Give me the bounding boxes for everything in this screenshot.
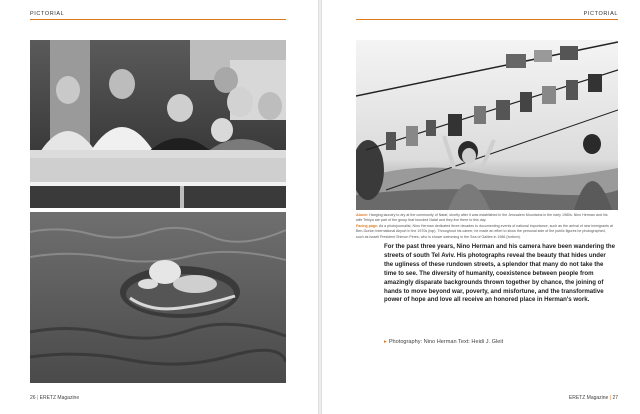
header-rule-right bbox=[356, 19, 618, 20]
caption-facing-text: As a photojournalist, Nino Herman dedicated three decades to documenting events of national importance, such as the arrival of new immigrants at Ben-Gurion International Airport in the 1970s (top). Throughout his career, he made an effort to show the personal side of the public figures he photographed, such as Israeli President Shimon Peres, who is shown swimming in the Sea of Galilee in 1986 (bottom). bbox=[356, 223, 613, 239]
page-number-left: 26 bbox=[30, 395, 36, 401]
magazine-name-left: ERETZ Magazine bbox=[39, 395, 80, 401]
laundry-illustration bbox=[356, 40, 618, 210]
swimmer-illustration bbox=[30, 212, 286, 383]
section-label-right: PICTORIAL bbox=[583, 11, 618, 17]
laundry-line-photo bbox=[356, 40, 618, 210]
section-label-left: PICTORIAL bbox=[30, 11, 65, 17]
page-number-right: 27 bbox=[612, 395, 618, 401]
left-page bbox=[0, 0, 318, 414]
swimmer-in-sea-photo bbox=[30, 212, 286, 383]
crowd-at-window-photo bbox=[30, 40, 286, 208]
crowd-illustration bbox=[30, 40, 286, 208]
credit-arrow-icon: ▸ bbox=[384, 339, 387, 345]
credit-text: Photography: Nino Herman Text: Heidi J. Gleit bbox=[388, 339, 504, 345]
photo-caption bbox=[356, 213, 614, 240]
caption-above-label: Above: bbox=[356, 213, 369, 217]
caption-above-text: Hanging laundry to dry at the community of Nataf, shortly after it was established in the Jerusalem Mountains in the early 1980s. Nino Herman and his wife Tehiya are part of the group that founded Nataf and they live there to this day. bbox=[356, 213, 608, 223]
header-rule-left bbox=[30, 19, 286, 20]
lead-paragraph: For the past three years, Nino Herman and his camera have been wandering the streets of south Tel Aviv. His photographs reveal the beauty that hides under the ugliness of these rundown streets, a splendor that many do not take the time to see. The diversity of humanity, coexistence between people from amazingly disparate backgrounds thrown together by chance, the joining of hands to move beyond war, poverty, and misfortune, and the transformative power of hope and love all receive an honored place in Herman's work. bbox=[384, 243, 615, 304]
footer-right: ERETZ Magazine | 27 bbox=[568, 395, 618, 401]
footer-left: 26 | ERETZ Magazine bbox=[30, 395, 80, 401]
photo-credit bbox=[384, 339, 616, 345]
magazine-name-right: ERETZ Magazine bbox=[568, 395, 609, 401]
caption-facing-label: Facing page: bbox=[356, 223, 379, 228]
right-page bbox=[322, 0, 640, 414]
